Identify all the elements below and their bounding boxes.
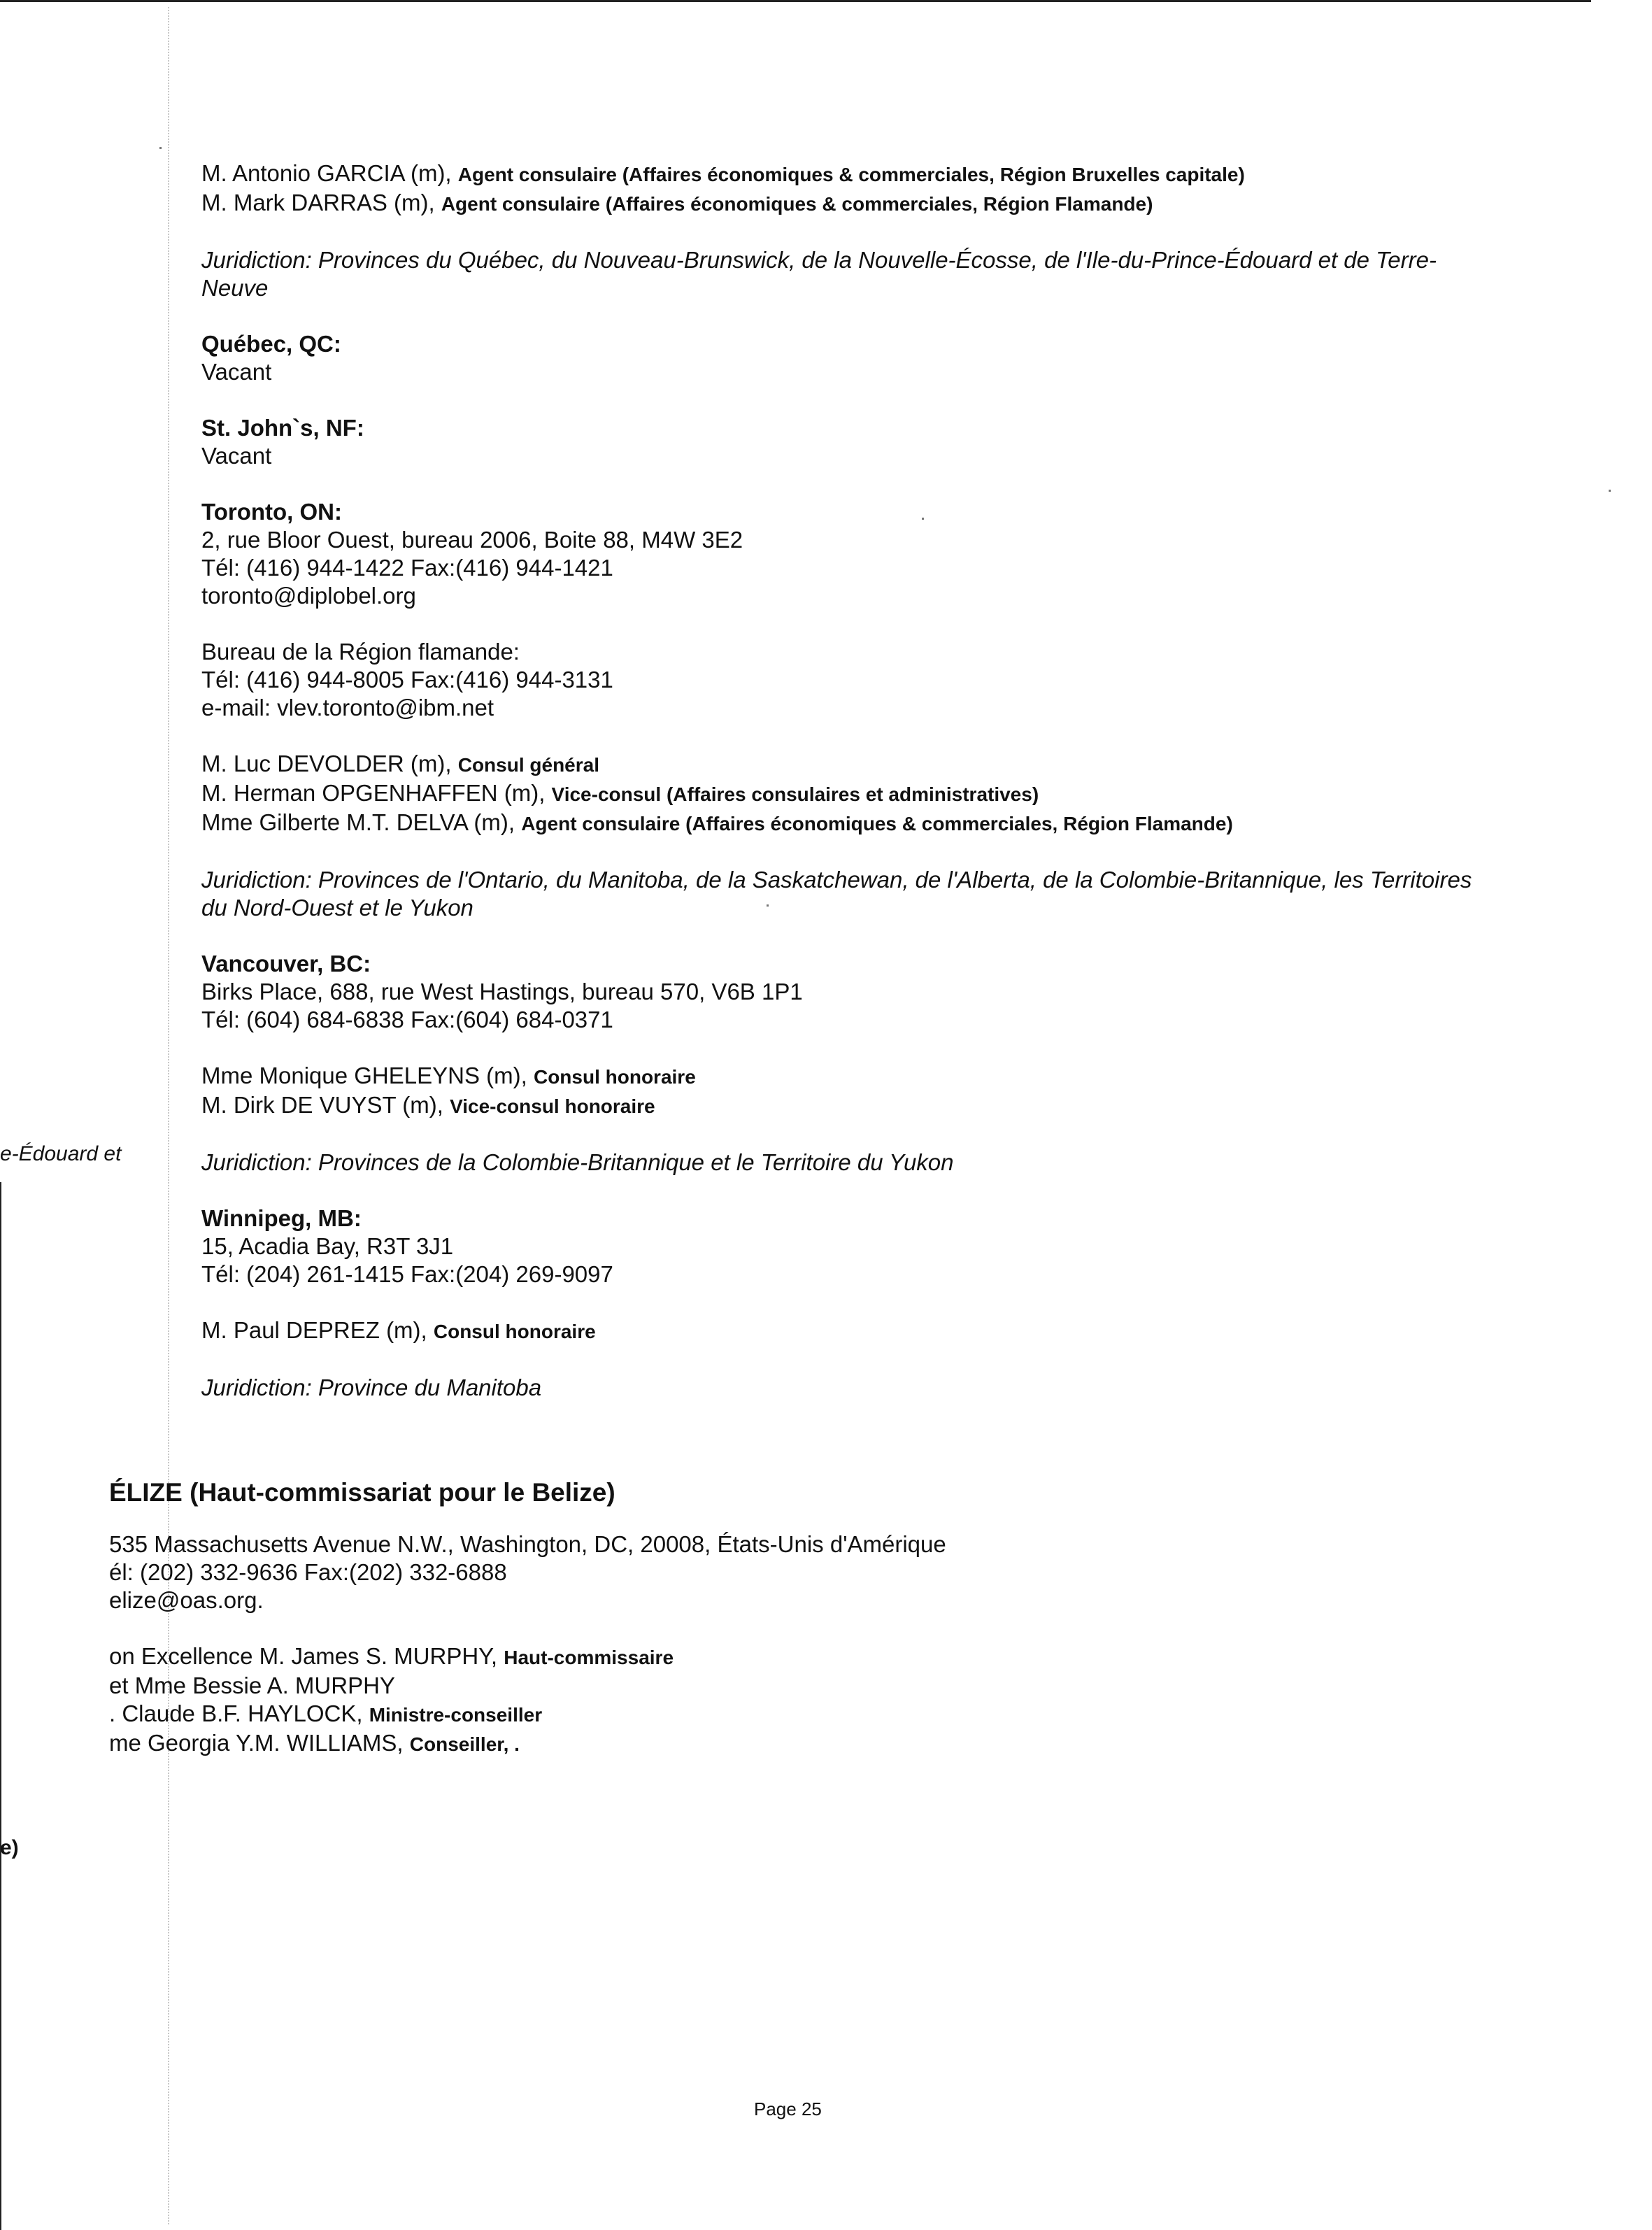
- belize-text: me Georgia Y.M. WILLIAMS,: [109, 1730, 410, 1756]
- staff-role: Agent consulaire (Affaires économiques & commerciales, Région Flamande): [521, 813, 1233, 835]
- office-detail-line: Tél: (604) 684-6838 Fax:(604) 684-0371: [201, 1007, 613, 1032]
- belize-text: elize@oas.org.: [109, 1587, 264, 1613]
- belize-line: [109, 1586, 1189, 1614]
- previous-page-fragment-bottom: e): [0, 1836, 19, 1859]
- spacer: [201, 1177, 1474, 1205]
- jurisdiction-text: Juridiction: Provinces de l'Ontario, du Manitoba, de la Saskatchewan, de l'Alberta, de la Colombie-Britannique, les Territoires du Nord-Ouest et le Yukon: [201, 867, 1472, 921]
- belize-section: [0, 1476, 1189, 1759]
- staff-name: M. Dirk DE VUYST (m),: [201, 1092, 450, 1118]
- previous-page-fragment-top: e-Édouard et: [0, 1142, 122, 1165]
- staff-name: Mme Gilberte M.T. DELVA (m),: [201, 809, 522, 835]
- spacer: [201, 386, 1474, 414]
- office-detail-line: 2, rue Bloor Ouest, bureau 2006, Boite 88, M4W 3E2: [201, 527, 743, 553]
- jurisdiction-text: Juridiction: Provinces du Québec, du Nouveau-Brunswick, de la Nouvelle-Écosse, de l'Ile-du-Prince-Édouard et de Terre-Neuve: [201, 247, 1437, 301]
- office-heading: Winnipeg, MB:: [201, 1205, 362, 1231]
- staff-role: Consul général: [457, 754, 599, 776]
- staff-role: Consul honoraire: [533, 1066, 696, 1088]
- office-detail-line: 15, Acadia Bay, R3T 3J1: [201, 1233, 454, 1259]
- spacer: [201, 218, 1474, 246]
- staff-entry: [201, 750, 1474, 779]
- staff-entry: [201, 189, 1474, 218]
- jurisdiction-text: Juridiction: Provinces de la Colombie-Britannique et le Territoire du Yukon: [201, 1149, 954, 1175]
- spacer: [0, 1510, 1189, 1531]
- spacer: [0, 1614, 1189, 1642]
- staff-role: Vice-consul honoraire: [450, 1095, 655, 1117]
- belize-text: et Mme Bessie A. MURPHY: [109, 1672, 395, 1698]
- spacer: [201, 470, 1474, 498]
- office-detail-line: Tél: (416) 944-8005 Fax:(416) 944-3131: [201, 667, 613, 693]
- main-text-column: [201, 159, 1474, 1402]
- belize-line: [109, 1531, 1189, 1558]
- spacer: [201, 838, 1474, 866]
- staff-entry: [201, 1091, 1474, 1121]
- office-heading: Québec, QC:: [201, 331, 341, 357]
- staff-entry: [201, 159, 1474, 189]
- staff-name: M. Herman OPGENHAFFEN (m),: [201, 780, 552, 806]
- staff-name: M. Luc DEVOLDER (m),: [201, 751, 458, 776]
- staff-entry: [201, 1062, 1474, 1091]
- office-detail-line: Bureau de la Région flamande:: [201, 639, 520, 665]
- staff-name: M. Mark DARRAS (m),: [201, 190, 441, 215]
- office-detail-line: Tél: (204) 261-1415 Fax:(204) 269-9097: [201, 1261, 613, 1287]
- top-border-line: [0, 0, 1591, 2]
- office-detail-line: Birks Place, 688, rue West Hastings, bureau 570, V6B 1P1: [201, 979, 803, 1004]
- spacer: [201, 722, 1474, 750]
- staff-role: Conseiller, .: [409, 1733, 520, 1755]
- scan-speck: [1609, 490, 1611, 492]
- spacer: [201, 1346, 1474, 1374]
- office-detail-line: toronto@diplobel.org: [201, 583, 416, 609]
- belize-text: él: (202) 332-9636 Fax:(202) 332-6888: [109, 1559, 507, 1585]
- office-heading: Vancouver, BC:: [201, 951, 371, 976]
- scan-speck: [767, 904, 769, 907]
- spacer: [201, 1034, 1474, 1062]
- staff-name: M. Paul DEPREZ (m),: [201, 1317, 434, 1343]
- belize-line: [109, 1642, 1189, 1672]
- scan-speck: [922, 518, 924, 520]
- spacer: [201, 1121, 1474, 1149]
- spacer: [201, 1288, 1474, 1316]
- belize-text: on Excellence M. James S. MURPHY,: [109, 1643, 504, 1669]
- office-detail-line: Vacant: [201, 443, 272, 469]
- belize-text: . Claude B.F. HAYLOCK,: [109, 1700, 369, 1726]
- staff-name: M. Antonio GARCIA (m),: [201, 160, 458, 186]
- belize-line: [109, 1558, 1189, 1586]
- office-heading: Toronto, ON:: [201, 499, 342, 525]
- belize-line: [109, 1729, 1189, 1759]
- office-detail-line: Tél: (416) 944-1422 Fax:(416) 944-1421: [201, 555, 613, 581]
- staff-role: Agent consulaire (Affaires économiques & commerciales, Région Bruxelles capitale): [457, 164, 1245, 185]
- belize-text: 535 Massachusetts Avenue N.W., Washington, DC, 20008, États-Unis d'Amérique: [109, 1531, 946, 1557]
- jurisdiction-text: Juridiction: Province du Manitoba: [201, 1375, 542, 1400]
- office-detail-line: Vacant: [201, 359, 272, 385]
- page-number: Page 25: [754, 2098, 822, 2119]
- staff-entry: [201, 779, 1474, 809]
- office-heading: St. John`s, NF:: [201, 415, 364, 441]
- spacer: [201, 922, 1474, 950]
- belize-line: [109, 1700, 1189, 1729]
- office-detail-line: e-mail: vlev.toronto@ibm.net: [201, 695, 494, 720]
- spacer: [201, 302, 1474, 330]
- staff-name: Mme Monique GHELEYNS (m),: [201, 1063, 534, 1088]
- staff-role: Ministre-conseiller: [369, 1704, 543, 1726]
- staff-role: Vice-consul (Affaires consulaires et administratives): [551, 783, 1039, 805]
- staff-entry: [201, 809, 1474, 838]
- scan-margin-dots: [168, 7, 169, 2224]
- scan-speck: [159, 147, 162, 149]
- staff-role: Haut-commissaire: [504, 1647, 674, 1668]
- belize-line: [109, 1672, 1189, 1700]
- staff-entry: [201, 1316, 1474, 1346]
- staff-role: Consul honoraire: [433, 1321, 596, 1342]
- belize-title: ÉLIZE (Haut-commissariat pour le Belize): [109, 1478, 615, 1507]
- staff-role: Agent consulaire (Affaires économiques & commerciales, Région Flamande): [441, 193, 1153, 215]
- spacer: [201, 610, 1474, 638]
